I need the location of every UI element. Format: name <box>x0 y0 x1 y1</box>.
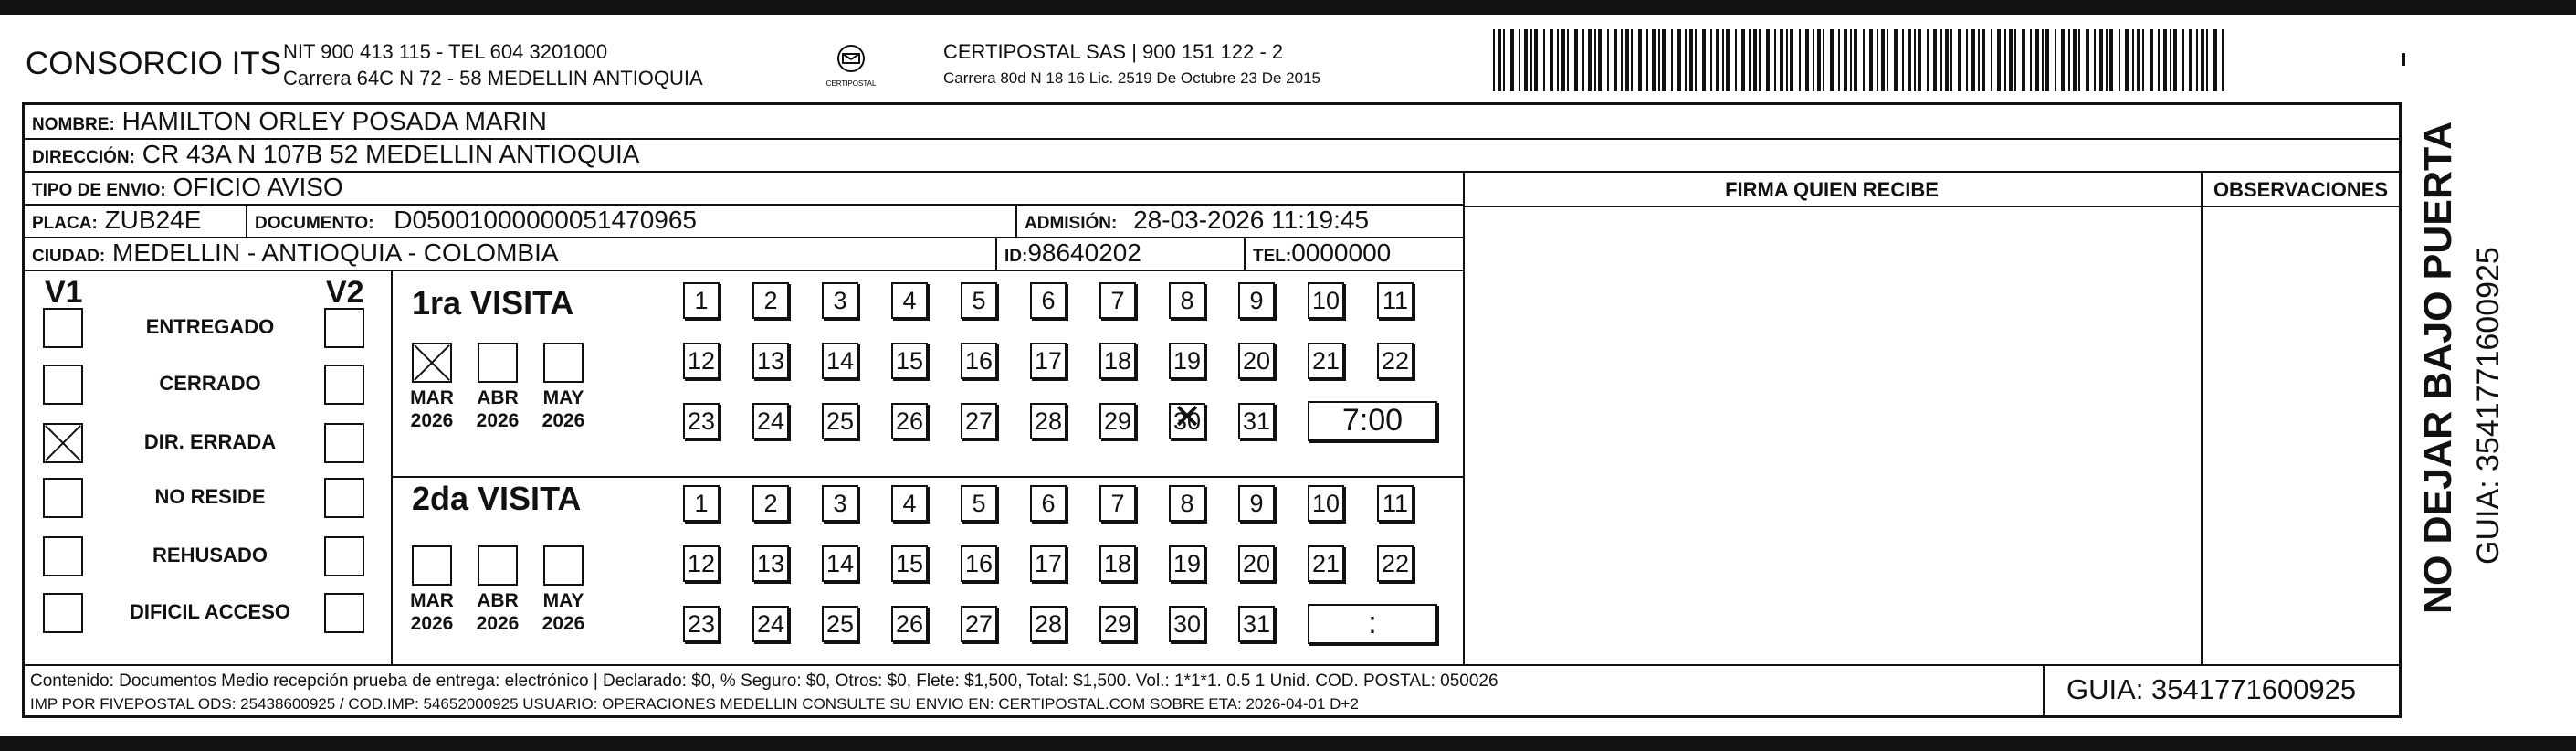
visit1-month-checkbox[interactable] <box>412 343 452 383</box>
visit1-month-name: ABR <box>477 387 519 408</box>
tipo-field <box>32 173 343 202</box>
nombre-value: HAMILTON ORLEY POSADA MARIN <box>121 107 547 135</box>
cell-divider <box>1244 237 1246 270</box>
tel-field <box>1253 238 1391 268</box>
visit2-day-box[interactable]: 31 <box>1238 606 1275 642</box>
documento-field <box>255 206 697 235</box>
id-value: 98640202 <box>1027 238 1141 267</box>
side-guia: GUIA: 3541771600925 <box>2471 247 2506 565</box>
visit2-month-label <box>472 589 523 635</box>
visit1-day-box[interactable]: 31 <box>1238 403 1275 439</box>
direccion-field <box>32 140 639 169</box>
visit1-day-box[interactable]: 26 <box>891 403 928 439</box>
visit1-day-box[interactable]: 9 <box>1238 282 1275 319</box>
carrier-address: Carrera 80d N 18 16 Lic. 2519 De Octubre 23 De 2015 <box>943 69 1320 87</box>
visit2-month-checkbox[interactable] <box>412 545 452 586</box>
visit2-month-year: 2026 <box>476 613 520 634</box>
visit2-day-box[interactable]: 2 <box>752 485 789 522</box>
v1-checkbox[interactable] <box>43 536 83 576</box>
status-label: ENTREGADO <box>145 315 275 338</box>
placa-value: ZUB24E <box>104 206 202 234</box>
visit2-day-box[interactable]: 12 <box>683 545 720 582</box>
visit2-month-name: MAR <box>410 590 454 611</box>
cell-divider <box>995 237 997 270</box>
corner-mark <box>2402 53 2405 66</box>
v1-checkbox[interactable] <box>43 308 83 348</box>
visit2-day-box[interactable]: 14 <box>822 545 858 582</box>
visit2-month-checkbox[interactable] <box>543 545 584 586</box>
visit2-day-box[interactable]: 25 <box>822 606 858 642</box>
barcode <box>1493 29 2228 91</box>
placa-field <box>32 206 201 235</box>
visit1-month-checkbox[interactable] <box>543 343 584 383</box>
status-label: REHUSADO <box>152 544 268 566</box>
footer-guia-divider <box>2043 664 2045 715</box>
firma-header: FIRMA QUIEN RECIBE <box>1725 178 1939 201</box>
documento-label: DOCUMENTO: <box>255 214 374 233</box>
visit2-month-label <box>538 589 589 635</box>
visit2-day-box[interactable]: 30 <box>1169 606 1205 642</box>
ciudad-value: MEDELLIN - ANTIOQUIA - COLOMBIA <box>112 238 559 267</box>
visit1-month-label <box>472 386 523 432</box>
visit1-day-box[interactable]: 22 <box>1377 343 1414 379</box>
visit1-time-box[interactable]: 7:00 <box>1308 401 1437 441</box>
v2-checkbox[interactable] <box>324 593 364 633</box>
visit1-day-box[interactable]: 11 <box>1377 282 1414 319</box>
status-label: DIFICIL ACCESO <box>129 600 290 623</box>
footer-print-info: IMP POR FIVEPOSTAL ODS: 25438600925 / COD.IMP: 54652000925 USUARIO: OPERACIONES MEDELLIN CONSULTE SU ENVIO EN: CERTIPOSTAL.COM SOBRE ETA: 2026-04-01 D+2 <box>30 695 1359 713</box>
visit1-day-box[interactable]: 14 <box>822 343 858 379</box>
visit1-day-box[interactable]: 25 <box>822 403 858 439</box>
visit1-day-box[interactable]: 2 <box>752 282 789 319</box>
nit-line: NIT 900 413 115 - TEL 604 3201000 <box>283 40 608 63</box>
v1-checkbox[interactable] <box>43 365 83 405</box>
admision-value: 28-03-2026 11:19:45 <box>1133 206 1370 234</box>
visit2-day-box[interactable]: 18 <box>1099 545 1136 582</box>
visit1-day-box[interactable]: 7 <box>1099 282 1136 319</box>
ciudad-label: CIUDAD: <box>32 247 106 266</box>
logo-caption: CERTIPOSTAL <box>825 79 877 88</box>
row-divider <box>1463 206 2399 207</box>
visit1-day-box[interactable]: 10 <box>1308 282 1344 319</box>
row-divider <box>25 171 2399 173</box>
visit2-day-box[interactable]: 28 <box>1030 606 1067 642</box>
certipostal-logo <box>824 38 878 93</box>
company-info <box>283 38 703 91</box>
cell-divider <box>1015 204 1017 237</box>
documento-value: D05001000000051470965 <box>394 206 697 234</box>
visit2-day-box[interactable]: 7 <box>1099 485 1136 522</box>
carrier-line: CERTIPOSTAL SAS | 900 151 122 - 2 <box>943 40 1284 63</box>
v2-checkbox[interactable] <box>324 536 364 576</box>
v1-checkbox[interactable] <box>43 478 83 518</box>
id-field <box>1004 238 1141 268</box>
visit1-day-box[interactable]: 30 ✕ <box>1169 403 1205 439</box>
nombre-label: NOMBRE: <box>32 115 115 134</box>
visit1-day-box[interactable]: 3 <box>822 282 858 319</box>
visit1-day-box[interactable]: 12 <box>683 343 720 379</box>
cell-divider <box>246 204 247 237</box>
top-border <box>0 0 2576 15</box>
footer-guia: GUIA: 3541771600925 <box>2066 673 2357 705</box>
company-name: CONSORCIO ITS <box>26 46 282 81</box>
visit1-day-box[interactable]: 29 <box>1099 403 1136 439</box>
visit2-day-box[interactable]: 8 <box>1169 485 1205 522</box>
visit1-day-box[interactable]: 28 <box>1030 403 1067 439</box>
visit1-day-box[interactable]: 16 <box>961 343 997 379</box>
visit2-day-box[interactable]: 16 <box>961 545 997 582</box>
direccion-label: DIRECCIÓN: <box>32 148 135 167</box>
visit2-month-label <box>406 589 457 635</box>
visit1-day-box[interactable]: 20 <box>1238 343 1275 379</box>
observations-divider <box>2201 171 2203 664</box>
visit2-day-box[interactable]: 23 <box>683 606 720 642</box>
v2-checkbox[interactable] <box>324 365 364 405</box>
form-frame <box>22 102 2402 718</box>
visit2-day-box[interactable]: 4 <box>891 485 928 522</box>
bottom-border <box>0 736 2576 751</box>
visit2-day-box[interactable]: 19 <box>1169 545 1205 582</box>
visit2-day-box[interactable]: 26 <box>891 606 928 642</box>
visit-divider <box>391 476 1463 478</box>
visit2-month-checkbox[interactable] <box>478 545 518 586</box>
visit1-month-label <box>406 386 457 432</box>
v1-checkbox[interactable] <box>43 423 83 463</box>
tipo-label: TIPO DE ENVIO: <box>32 181 166 200</box>
visit2-time-box[interactable]: : <box>1308 604 1437 644</box>
visit2-month-year: 2026 <box>410 613 454 634</box>
visit2-day-box[interactable]: 13 <box>752 545 789 582</box>
admision-field <box>1025 206 1369 235</box>
visit2-day-box[interactable]: 9 <box>1238 485 1275 522</box>
visit2-day-box[interactable]: 24 <box>752 606 789 642</box>
visit1-month-checkbox[interactable] <box>478 343 518 383</box>
visit1-day-box[interactable]: 18 <box>1099 343 1136 379</box>
visit2-day-box[interactable]: 5 <box>961 485 997 522</box>
v2-checkbox[interactable] <box>324 478 364 518</box>
visit2-day-box[interactable]: 10 <box>1308 485 1344 522</box>
visit1-day-box[interactable]: 27 <box>961 403 997 439</box>
visit1-month-year: 2026 <box>410 410 454 431</box>
status-label: CERRADO <box>159 372 261 395</box>
visit2-day-box[interactable]: 3 <box>822 485 858 522</box>
visit2-day-box[interactable]: 22 <box>1377 545 1414 582</box>
status-label: DIR. ERRADA <box>143 430 277 453</box>
company-address: Carrera 64C N 72 - 58 MEDELLIN ANTIOQUIA <box>283 67 703 90</box>
v2-checkbox[interactable] <box>324 423 364 463</box>
visit1-month-label <box>538 386 589 432</box>
admision-label: ADMISIÓN: <box>1025 214 1118 233</box>
placa-label: PLACA: <box>32 214 98 233</box>
footer-content: Contenido: Documentos Medio recepción prueba de entrega: electrónico | Declarado: $0, % Seguro: $0, Otros: $0, Flete: $1,500, Total: $1,500. Vol.: 1*1*1. 0.5 1 Unid. COD. POSTAL: 050026 <box>30 672 1498 691</box>
id-label: ID: <box>1004 247 1028 266</box>
visit2-day-box[interactable]: 29 <box>1099 606 1136 642</box>
tipo-value: OFICIO AVISO <box>173 173 343 201</box>
carrier-info <box>943 38 1320 91</box>
nombre-field <box>32 107 547 136</box>
visit1-month-name: MAY <box>542 387 584 408</box>
visit2-day-box[interactable]: 11 <box>1377 485 1414 522</box>
visit2-day-box[interactable]: 21 <box>1308 545 1344 582</box>
ciudad-field <box>32 238 559 268</box>
v2-header: V2 <box>326 275 364 310</box>
v1-checkbox[interactable] <box>43 593 83 633</box>
visit1-day-box[interactable]: 23 <box>683 403 720 439</box>
visit1-day-box[interactable]: 4 <box>891 282 928 319</box>
visit1-day-box[interactable]: 24 <box>752 403 789 439</box>
visit2-month-name: ABR <box>477 590 519 611</box>
visit1-day-box[interactable]: 8 <box>1169 282 1205 319</box>
visit1-day-box[interactable]: 15 <box>891 343 928 379</box>
side-warning: NO DEJAR BAJO PUERTA <box>2416 121 2460 614</box>
visit2-title: 2da VISITA <box>412 480 582 517</box>
visit1-month-year: 2026 <box>476 410 520 431</box>
visit2-day-box[interactable]: 20 <box>1238 545 1275 582</box>
observaciones-header: OBSERVACIONES <box>2213 178 2389 201</box>
status-divider <box>391 270 393 664</box>
visit1-day-box[interactable]: 13 <box>752 343 789 379</box>
visit2-day-box[interactable]: 27 <box>961 606 997 642</box>
direccion-value: CR 43A N 107B 52 MEDELLIN ANTIOQUIA <box>142 140 640 168</box>
visit2-day-box[interactable]: 17 <box>1030 545 1067 582</box>
visit1-day-box[interactable]: 21 <box>1308 343 1344 379</box>
visit1-day-box[interactable]: 1 <box>683 282 720 319</box>
visit1-month-year: 2026 <box>541 410 585 431</box>
visit2-day-box[interactable]: 1 <box>683 485 720 522</box>
row-divider <box>25 270 1463 271</box>
visit1-month-name: MAR <box>410 387 454 408</box>
visit1-day-box[interactable]: 6 <box>1030 282 1067 319</box>
signature-divider <box>1463 171 1465 664</box>
tel-value: 0000000 <box>1291 238 1392 267</box>
v1-header: V1 <box>45 275 83 310</box>
visit2-day-box[interactable]: 15 <box>891 545 928 582</box>
visit1-day-box[interactable]: 19 <box>1169 343 1205 379</box>
status-label: NO RESIDE <box>154 485 266 508</box>
visit1-day-box[interactable]: 17 <box>1030 343 1067 379</box>
v2-checkbox[interactable] <box>324 308 364 348</box>
visit2-day-box[interactable]: 6 <box>1030 485 1067 522</box>
tel-label: TEL: <box>1253 247 1292 266</box>
visit1-day-box[interactable]: 5 <box>961 282 997 319</box>
visit2-month-name: MAY <box>542 590 584 611</box>
visit1-title: 1ra VISITA <box>412 284 574 322</box>
visit2-month-year: 2026 <box>541 613 585 634</box>
